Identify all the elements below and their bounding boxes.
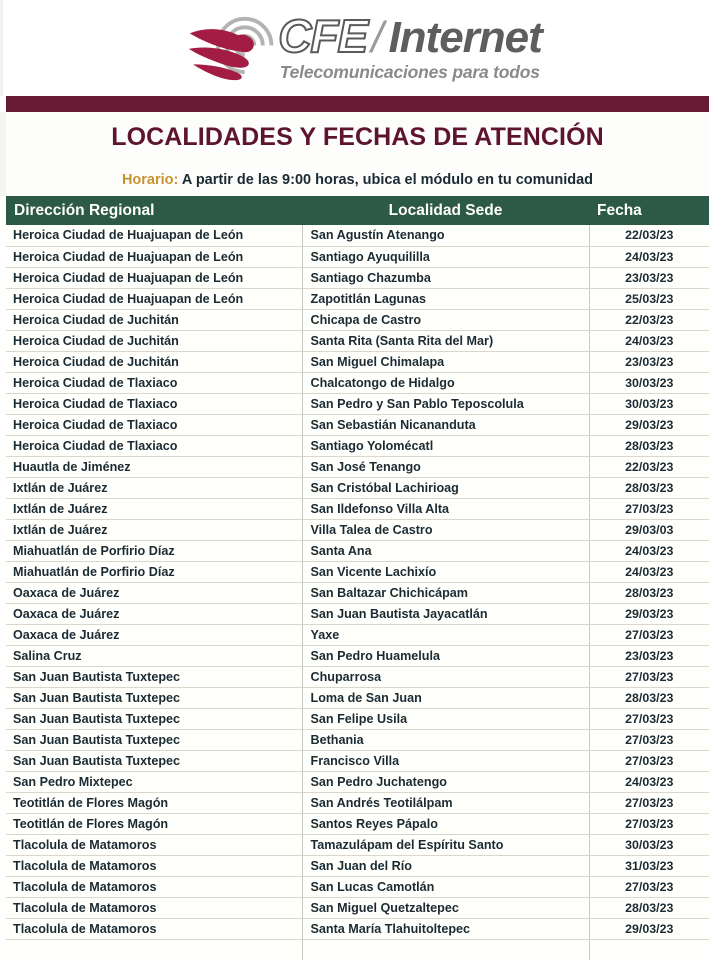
cell-direccion-regional: Ixtlán de Juárez	[6, 477, 302, 498]
cell-fecha: 24/03/23	[589, 771, 709, 792]
table-body	[6, 225, 709, 939]
cell-localidad-sede: San Pedro Huamelula	[302, 645, 589, 666]
cell-fecha: 27/03/23	[589, 708, 709, 729]
cell-direccion-regional: San Juan Bautista Tuxtepec	[6, 666, 302, 687]
cell-fecha: 22/03/23	[589, 456, 709, 477]
table-row	[6, 834, 709, 855]
table-row	[6, 309, 709, 330]
cell-localidad-sede: Zapotitlán Lagunas	[302, 288, 589, 309]
cell-direccion-regional: Tlacolula de Matamoros	[6, 876, 302, 897]
table-row	[6, 666, 709, 687]
cell-fecha: 29/03/23	[589, 603, 709, 624]
cell-fecha: 30/03/23	[589, 393, 709, 414]
table-row	[6, 477, 709, 498]
table-footer-blank-row	[6, 940, 709, 960]
cell-fecha: 24/03/23	[589, 246, 709, 267]
cell-localidad-sede: San Agustín Atenango	[302, 225, 589, 246]
maroon-divider-bar	[6, 96, 709, 112]
cell-direccion-regional: Oaxaca de Juárez	[6, 582, 302, 603]
cell-direccion-regional: Tlacolula de Matamoros	[6, 897, 302, 918]
cell-fecha: 23/03/23	[589, 267, 709, 288]
cell-localidad-sede: Santa Rita (Santa Rita del Mar)	[302, 330, 589, 351]
cell-localidad-sede: Loma de San Juan	[302, 687, 589, 708]
cell-direccion-regional: Heroica Ciudad de Huajuapan de León	[6, 246, 302, 267]
cell-localidad-sede: Santa Ana	[302, 540, 589, 561]
logo-band	[0, 0, 709, 96]
cell-fecha: 23/03/23	[589, 645, 709, 666]
cell-direccion-regional: Oaxaca de Juárez	[6, 624, 302, 645]
cell-direccion-regional: Ixtlán de Juárez	[6, 498, 302, 519]
table-footer-divider-1	[302, 940, 303, 960]
cell-fecha: 27/03/23	[589, 624, 709, 645]
cell-localidad-sede: Santiago Chazumba	[302, 267, 589, 288]
cell-direccion-regional: Heroica Ciudad de Huajuapan de León	[6, 288, 302, 309]
cell-fecha: 27/03/23	[589, 666, 709, 687]
cell-direccion-regional: San Juan Bautista Tuxtepec	[6, 750, 302, 771]
page-title: LOCALIDADES Y FECHAS DE ATENCIÓN	[111, 123, 604, 151]
cell-fecha: 28/03/23	[589, 897, 709, 918]
table-row	[6, 771, 709, 792]
cell-localidad-sede: San Vicente Lachixío	[302, 561, 589, 582]
table-row	[6, 750, 709, 771]
cell-localidad-sede: Villa Talea de Castro	[302, 519, 589, 540]
cell-localidad-sede: San Andrés Teotilálpam	[302, 792, 589, 813]
table-row	[6, 393, 709, 414]
cell-direccion-regional: Heroica Ciudad de Tlaxiaco	[6, 414, 302, 435]
cell-direccion-regional: Heroica Ciudad de Tlaxiaco	[6, 372, 302, 393]
cell-localidad-sede: San Ildefonso Villa Alta	[302, 498, 589, 519]
cell-direccion-regional: Heroica Ciudad de Tlaxiaco	[6, 393, 302, 414]
cell-fecha: 27/03/23	[589, 729, 709, 750]
logo-internet-text: Internet	[388, 13, 542, 62]
cell-direccion-regional: San Juan Bautista Tuxtepec	[6, 687, 302, 708]
cell-direccion-regional: Ixtlán de Juárez	[6, 519, 302, 540]
schedule-text: A partir de las 9:00 horas, ubica el módulo en tu comunidad	[181, 171, 594, 188]
cell-fecha: 23/03/23	[589, 351, 709, 372]
table-row	[6, 603, 709, 624]
table-row	[6, 687, 709, 708]
cell-localidad-sede: Chuparrosa	[302, 666, 589, 687]
cell-direccion-regional: Tlacolula de Matamoros	[6, 918, 302, 939]
cell-localidad-sede: San Miguel Quetzaltepec	[302, 897, 589, 918]
cell-fecha: 28/03/23	[589, 477, 709, 498]
cell-fecha: 27/03/23	[589, 813, 709, 834]
cell-fecha: 22/03/23	[589, 309, 709, 330]
table-row	[6, 330, 709, 351]
table-row	[6, 456, 709, 477]
table-row	[6, 729, 709, 750]
schedule-band	[0, 163, 709, 196]
table-row	[6, 351, 709, 372]
cfe-bird-logo-icon	[188, 11, 274, 85]
cell-direccion-regional: San Juan Bautista Tuxtepec	[6, 729, 302, 750]
cell-fecha: 24/03/23	[589, 330, 709, 351]
cell-fecha: 24/03/23	[589, 561, 709, 582]
cell-localidad-sede: Tamazulápam del Espíritu Santo	[302, 834, 589, 855]
table-row	[6, 267, 709, 288]
cell-direccion-regional: Miahuatlán de Porfirio Díaz	[6, 561, 302, 582]
cell-direccion-regional: Huautla de Jiménez	[6, 456, 302, 477]
table-head	[6, 196, 709, 225]
table-row	[6, 855, 709, 876]
column-header-localidad-sede: Localidad Sede	[302, 196, 589, 225]
cell-fecha: 31/03/23	[589, 855, 709, 876]
title-band	[0, 112, 709, 163]
logo-wordmark	[278, 10, 542, 83]
table-row	[6, 246, 709, 267]
cell-localidad-sede: San Felipe Usila	[302, 708, 589, 729]
cell-fecha: 27/03/23	[589, 876, 709, 897]
cfe-internet-logo	[188, 11, 542, 85]
table-row	[6, 918, 709, 939]
table-row	[6, 519, 709, 540]
cell-localidad-sede: Yaxe	[302, 624, 589, 645]
cell-fecha: 29/03/03	[589, 519, 709, 540]
table-row	[6, 414, 709, 435]
cell-direccion-regional: Miahuatlán de Porfirio Díaz	[6, 540, 302, 561]
cell-direccion-regional: Heroica Ciudad de Tlaxiaco	[6, 435, 302, 456]
cell-localidad-sede: Santa María Tlahuitoltepec	[302, 918, 589, 939]
column-header-direccion-regional: Dirección Regional	[6, 196, 302, 225]
cell-localidad-sede: Santiago Yolomécatl	[302, 435, 589, 456]
cell-fecha: 28/03/23	[589, 687, 709, 708]
cell-localidad-sede: San Pedro Juchatengo	[302, 771, 589, 792]
cell-fecha: 27/03/23	[589, 750, 709, 771]
cell-direccion-regional: Heroica Ciudad de Huajuapan de León	[6, 267, 302, 288]
cell-direccion-regional: Oaxaca de Juárez	[6, 603, 302, 624]
schedule-table	[6, 196, 709, 940]
cell-direccion-regional: Tlacolula de Matamoros	[6, 855, 302, 876]
cell-localidad-sede: San Lucas Camotlán	[302, 876, 589, 897]
table-row	[6, 288, 709, 309]
cell-localidad-sede: San Pedro y San Pablo Teposcolula	[302, 393, 589, 414]
cell-direccion-regional: Heroica Ciudad de Juchitán	[6, 351, 302, 372]
table-row	[6, 435, 709, 456]
table-row	[6, 372, 709, 393]
cell-fecha: 25/03/23	[589, 288, 709, 309]
cell-fecha: 28/03/23	[589, 582, 709, 603]
schedule-label: Horario:	[121, 171, 179, 188]
cell-fecha: 24/03/23	[589, 540, 709, 561]
logo-cfe-text: CFE	[278, 10, 368, 62]
table-row	[6, 225, 709, 246]
table-row	[6, 540, 709, 561]
cell-direccion-regional: San Juan Bautista Tuxtepec	[6, 708, 302, 729]
cell-direccion-regional: Teotitlán de Flores Magón	[6, 813, 302, 834]
cell-localidad-sede: Chalcatongo de Hidalgo	[302, 372, 589, 393]
cell-direccion-regional: Tlacolula de Matamoros	[6, 834, 302, 855]
cell-localidad-sede: Chicapa de Castro	[302, 309, 589, 330]
table-row	[6, 813, 709, 834]
cell-localidad-sede: Santos Reyes Pápalo	[302, 813, 589, 834]
cell-fecha: 27/03/23	[589, 498, 709, 519]
cell-localidad-sede: San José Tenango	[302, 456, 589, 477]
table-row	[6, 645, 709, 666]
table-row	[6, 792, 709, 813]
cell-fecha: 27/03/23	[589, 792, 709, 813]
cell-direccion-regional: Teotitlán de Flores Magón	[6, 792, 302, 813]
table-row	[6, 897, 709, 918]
table-row	[6, 708, 709, 729]
cell-localidad-sede: San Sebastián Nicananduta	[302, 414, 589, 435]
logo-tagline: Telecomunicaciones para todos	[279, 62, 540, 82]
cell-fecha: 22/03/23	[589, 225, 709, 246]
cell-fecha: 30/03/23	[589, 372, 709, 393]
cell-direccion-regional: Heroica Ciudad de Huajuapan de León	[6, 225, 302, 246]
cell-direccion-regional: Heroica Ciudad de Juchitán	[6, 330, 302, 351]
cell-fecha: 28/03/23	[589, 435, 709, 456]
cell-direccion-regional: Heroica Ciudad de Juchitán	[6, 309, 302, 330]
cell-localidad-sede: Francisco Villa	[302, 750, 589, 771]
schedule-table-wrapper	[6, 196, 709, 940]
cell-localidad-sede: San Juan del Río	[302, 855, 589, 876]
cell-localidad-sede: San Cristóbal Lachirioag	[302, 477, 589, 498]
cell-localidad-sede: San Miguel Chimalapa	[302, 351, 589, 372]
logo-separator: /	[371, 13, 384, 62]
cell-localidad-sede: San Baltazar Chichicápam	[302, 582, 589, 603]
cell-direccion-regional: San Pedro Mixtepec	[6, 771, 302, 792]
table-row	[6, 624, 709, 645]
cell-localidad-sede: Bethania	[302, 729, 589, 750]
schedule-line	[122, 172, 593, 188]
cell-fecha: 30/03/23	[589, 834, 709, 855]
table-header-row	[6, 196, 709, 225]
cell-localidad-sede: Santiago Ayuquililla	[302, 246, 589, 267]
table-footer-divider-2	[589, 940, 590, 960]
table-row	[6, 498, 709, 519]
cell-fecha: 29/03/23	[589, 414, 709, 435]
table-row	[6, 876, 709, 897]
cell-localidad-sede: San Juan Bautista Jayacatlán	[302, 603, 589, 624]
column-header-fecha: Fecha	[589, 196, 709, 225]
cell-fecha: 29/03/23	[589, 918, 709, 939]
table-row	[6, 582, 709, 603]
cell-direccion-regional: Salina Cruz	[6, 645, 302, 666]
table-row	[6, 561, 709, 582]
